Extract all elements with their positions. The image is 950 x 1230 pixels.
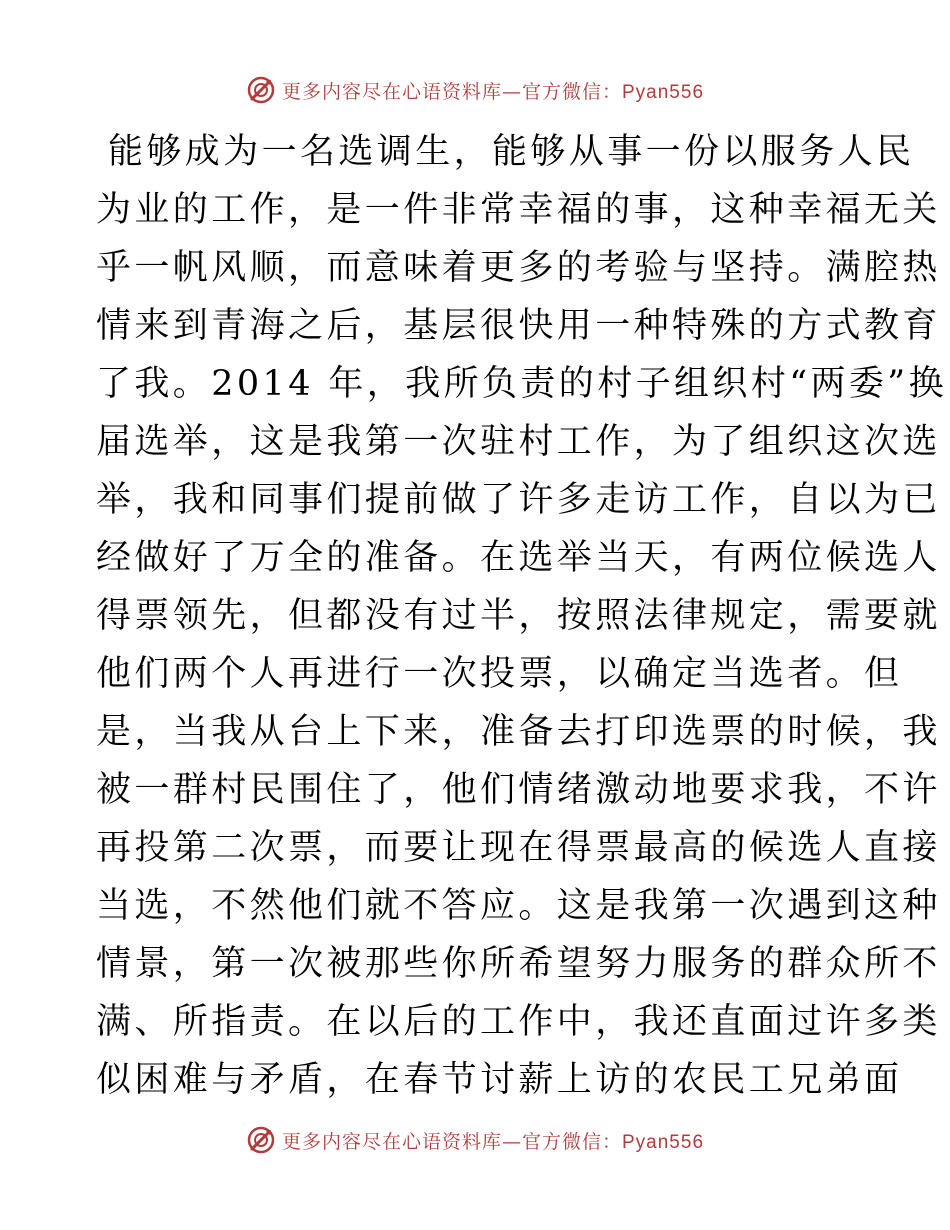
text-line: 乎一帆风顺，而意味着更多的考验与坚持。满腔热 [96, 248, 941, 288]
text-line: 届选举，这是我第一次驻村工作，为了组织这次选 [96, 422, 941, 462]
text-line: 举，我和同事们提前做了许多走访工作，自以为已 [96, 480, 941, 520]
document-body [96, 123, 947, 1109]
header-banner [0, 70, 950, 110]
text-line: 情景，第一次被那些你所希望努力服务的群众所不 [96, 944, 941, 984]
text-line: 他们两个人再进行一次投票，以确定当选者。但 [96, 654, 903, 694]
text-line: 满、所指责。在以后的工作中，我还直面过许多类 [96, 1002, 941, 1042]
text-line: 被一群村民围住了，他们情绪激动地要求我，不许 [96, 770, 941, 810]
text-line: 能够成为一名选调生，能够从事一份以服务人民 [108, 132, 915, 172]
text-line: 为业的工作，是一件非常幸福的事，这种幸福无关 [96, 190, 941, 230]
text-line: 了我。2014 年，我所负责的村子组织村“两委”换 [96, 364, 947, 404]
banner-text: 更多内容尽在心语资料库—官方微信：Pyan556 [281, 80, 705, 103]
text-line: 似困难与矛盾，在春节讨薪上访的农民工兄弟面 [96, 1060, 903, 1100]
brand-logo-icon [246, 75, 276, 105]
text-line: 得票领先，但都没有过半，按照法律规定，需要就 [96, 596, 941, 636]
text-line: 是，当我从台上下来，准备去打印选票的时候，我 [96, 712, 941, 752]
text-line: 经做好了万全的准备。在选举当天，有两位候选人 [96, 538, 941, 578]
text-line: 当选，不然他们就不答应。这是我第一次遇到这种 [96, 886, 941, 926]
banner-text: 更多内容尽在心语资料库—官方微信：Pyan556 [281, 1130, 705, 1153]
footer-banner [0, 1120, 950, 1160]
text-line: 情来到青海之后，基层很快用一种特殊的方式教育 [96, 306, 941, 346]
wechat-account: Pyan556 [622, 1131, 705, 1153]
wechat-account: Pyan556 [622, 81, 705, 103]
brand-logo-icon [246, 1125, 276, 1155]
text-line: 再投第二次票，而要让现在得票最高的候选人直接 [96, 828, 941, 868]
